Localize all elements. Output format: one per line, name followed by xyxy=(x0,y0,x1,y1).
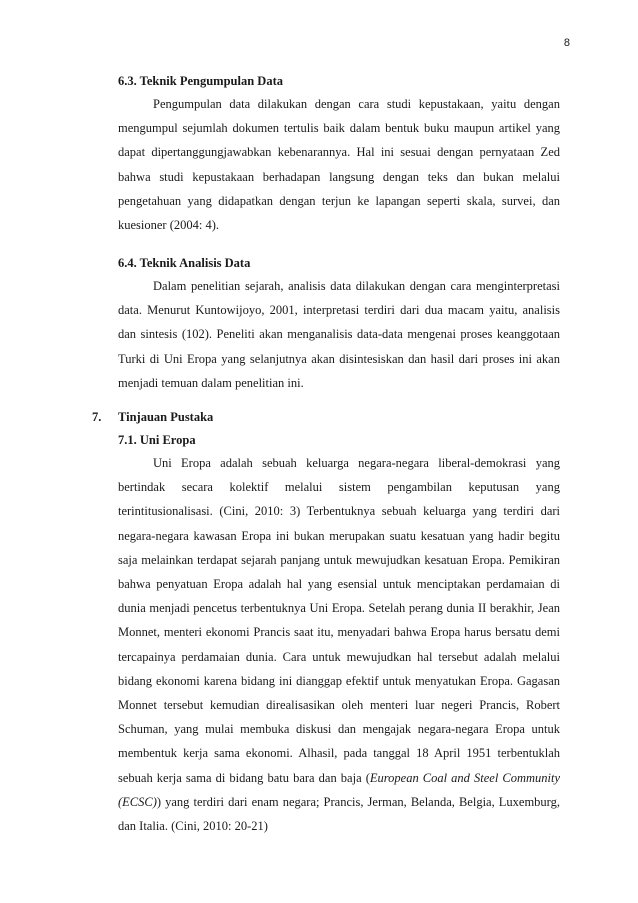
page-number: 8 xyxy=(563,37,570,49)
section-heading-7-1: 7.1. Uni Eropa xyxy=(118,433,196,447)
section-heading-6-3: 6.3. Teknik Pengumpulan Data xyxy=(118,74,283,88)
paragraph-7-1-italic-term: European Coal and Steel Community (ECSC) xyxy=(118,770,560,809)
paragraph-6-3: Pengumpulan data dilakukan dengan cara studi kepustakaan, yaitu dengan mengumpul sejumlah dokumen tertulis baik dalam bentuk buku maupun artikel yang dapat dipertanggungjawabkan kebenarannya. Hal ini sesuai dengan pernyataan Zed bahwa studi kepustakaan berhadapan langsung dengan teks dan bukan melalui pengetahuan yang didapatkan dengan terjun ke lapangan seperti skala, survei, dan kuesioner (2004: 4). xyxy=(118,97,560,233)
paragraph-7-1 xyxy=(118,451,560,838)
main-heading-number: 7. xyxy=(92,410,102,424)
main-heading-title: Tinjauan Pustaka xyxy=(118,410,214,424)
main-heading-7 xyxy=(92,410,213,425)
section-heading-6-4: 6.4. Teknik Analisis Data xyxy=(118,256,251,270)
paragraph-6-4: Dalam penelitian sejarah, analisis data dilakukan dengan cara menginterpretasi data. Menurut Kuntowijoyo, 2001, interpretasi terdiri dari dua macam yaitu, analisis dan sintesis (102). Peneliti akan menganalisis data-data mengenai proses keanggotaan Turki di Uni Eropa yang selanjutnya akan disintesiskan dan hasil dari proses ini akan menjadi temuan dalam penelitian ini. xyxy=(118,279,560,390)
paragraph-7-1-text-end: ) yang terdiri dari enam negara; Prancis, Jerman, Belanda, Belgia, Luxemburg, dan Italia. (Cini, 2010: 20-21) xyxy=(118,794,560,834)
paragraph-7-1-text-start: Uni Eropa adalah sebuah keluarga negara-negara liberal-demokrasi yang bertindak secara kolektif melalui sistem pengambilan keputusan yang terintitusionalisasi. (Cini, 2010: 3) Terbentuknya sebuah keluarga yang terdiri dari negara-negara kawasan Eropa ini bukan merupakan suatu kesatuan yang hadir begitu saja melainkan terdapat sejarah panjang untuk mewujudkan kesatuan Eropa. Pemikiran bahwa penyatuan Eropa adalah hal yang esensial untuk menciptakan perdamaian di dunia menjadi pencetus terbentuknya Uni Eropa. Setelah perang dunia II berakhir, Jean Monnet, menteri ekonomi Prancis saat itu, menyadari bahwa Eropa harus bersatu demi tercapainya perdamaian dunia. Cara untuk mewujudkan hal tersebut adalah melalui bidang ekonomi karena bidang ini dianggap efektif untuk menyatukan Eropa. Gagasan Monnet tersebut kemudian direalisasikan oleh menteri luar negeri Prancis, Robert Schuman, yang mulai membuka diskusi dan mengajak negara-negara Eropa untuk membentuk kerja sama ekonomi. Alhasil, pada tanggal 18 April 1951 terbentuklah sebuah kerja sama di bidang batu bara dan baja ( xyxy=(118,456,560,785)
